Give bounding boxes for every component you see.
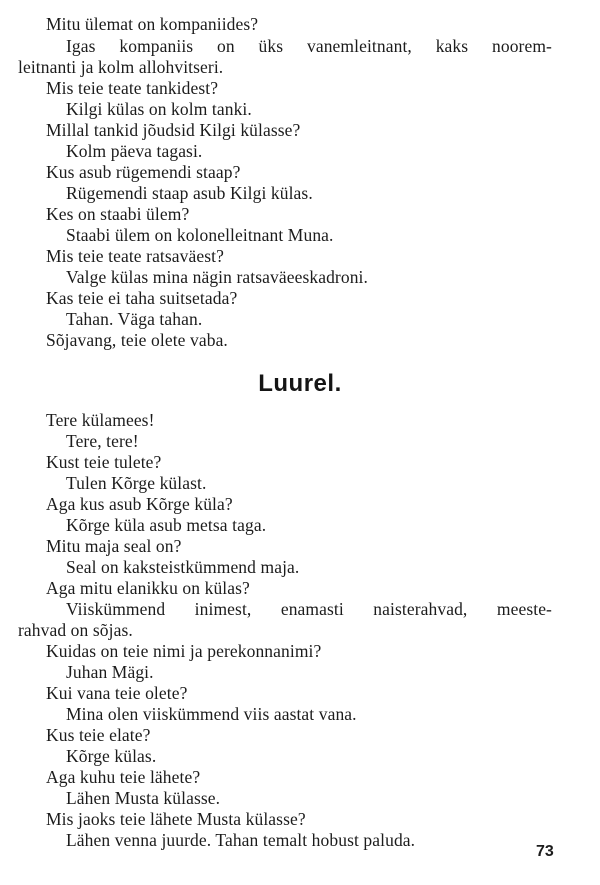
question-line: Kus asub rügemendi staap? [46, 162, 241, 182]
answer-continuation-line: rahvad on sõjas. [18, 620, 133, 640]
answer-line: Staabi ülem on kolonelleitnant Muna. [66, 225, 334, 245]
question-line: Mis jaoks teie lähete Musta külasse? [46, 809, 306, 829]
question-line: Aga kuhu teie lähete? [46, 767, 201, 787]
question-line: Kuidas on teie nimi ja perekonnanimi? [46, 641, 322, 661]
answer-continuation-line: leitnanti ja kolm allohvitseri. [18, 57, 224, 77]
question-line: Tere külamees! [46, 410, 155, 430]
answer-line: Kõrge külas. [66, 746, 157, 766]
question-line: Kas teie ei taha suitsetada? [46, 288, 238, 308]
answer-line: Kõrge küla asub metsa taga. [66, 515, 267, 535]
question-line: Mis teie teate ratsaväest? [46, 246, 225, 266]
question-line: Mitu ülemat on kompaniides? [46, 14, 259, 34]
answer-line: Mina olen viiskümmend viis aastat vana. [66, 704, 357, 724]
question-line: Kes on staabi ülem? [46, 204, 190, 224]
page-number: 73 [536, 843, 554, 860]
answer-line: Juhan Mägi. [66, 662, 154, 682]
question-line: Aga kus asub Kõrge küla? [46, 494, 233, 514]
question-line: Kust teie tulete? [46, 452, 162, 472]
answer-line: Valge külas mina nägin ratsaväeeskadroni. [66, 267, 368, 287]
answer-line: Tahan. Väga tahan. [66, 309, 203, 329]
answer-line: Kolm päeva tagasi. [66, 141, 203, 161]
question-line: Kui vana teie olete? [46, 683, 188, 703]
answer-line: Lähen venna juurde. Tahan temalt hobust paluda. [66, 830, 416, 850]
answer-line: Kilgi külas on kolm tanki. [66, 99, 252, 119]
question-line: Mitu maja seal on? [46, 536, 182, 556]
answer-line: Tulen Kõrge külast. [66, 473, 207, 493]
section-title: Luurel. [258, 370, 342, 397]
question-line: Aga mitu elanikku on külas? [46, 578, 250, 598]
answer-line: Rügemendi staap asub Kilgi külas. [66, 183, 313, 203]
question-line: Kus teie elate? [46, 725, 151, 745]
question-line: Millal tankid jõudsid Kilgi külasse? [46, 120, 301, 140]
answer-line: Tere, tere! [66, 431, 139, 451]
statement-line: Sõjavang, teie olete vaba. [46, 330, 228, 350]
question-line: Mis teie teate tankidest? [46, 78, 219, 98]
answer-line: Seal on kaksteistkümmend maja. [66, 557, 300, 577]
answer-line: Viiskümmend inimest, enamasti naisterahvad, meeste- [66, 599, 552, 619]
answer-line: Igas kompaniis on üks vanemleitnant, kaks noorem- [66, 36, 552, 56]
answer-line: Lähen Musta külasse. [66, 788, 221, 808]
